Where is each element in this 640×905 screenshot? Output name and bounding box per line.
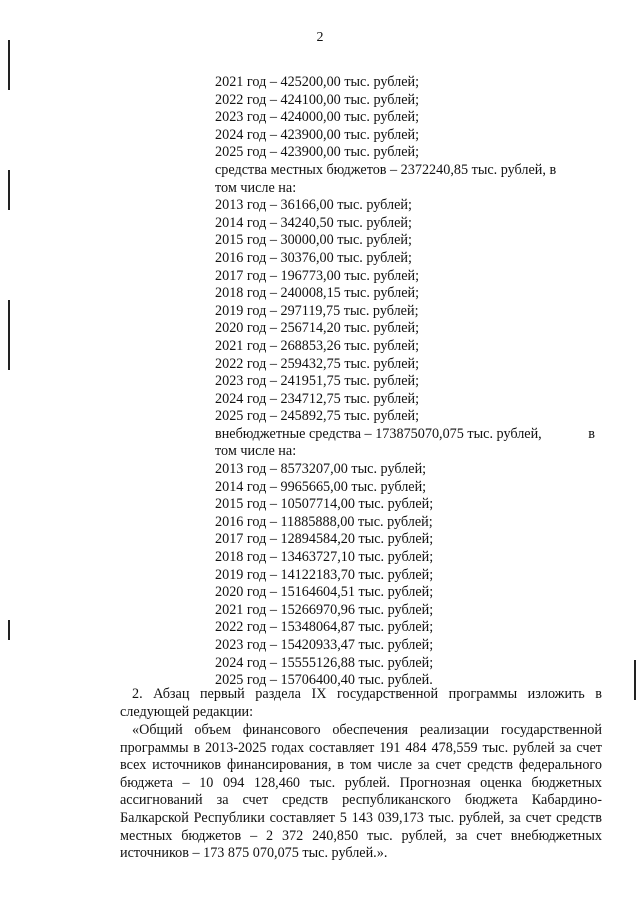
scan-margin-mark (634, 660, 636, 700)
list-item: 2025 год – 423900,00 тыс. рублей; (215, 144, 420, 161)
list-item: 2025 год – 15706400,40 тыс. рублей. (215, 672, 433, 689)
list-item: 2024 год – 15555126,88 тыс. рублей; (215, 654, 434, 671)
list-item: 2018 год – 240008,15 тыс. рублей; (215, 285, 420, 302)
funding-list (215, 74, 605, 690)
list-item: 2025 год – 245892,75 тыс. рублей; (215, 408, 420, 425)
list-item: средства местных бюджетов – 2372240,85 тыс. рублей, в (215, 161, 557, 178)
scan-margin-mark (8, 620, 10, 640)
list-item: 2022 год – 259432,75 тыс. рублей; (215, 355, 420, 372)
list-item: 2024 год – 234712,75 тыс. рублей; (215, 390, 420, 407)
list-item: 2014 год – 9965665,00 тыс. рублей; (215, 478, 427, 495)
list-item: 2023 год – 15420933,47 тыс. рублей; (215, 637, 434, 653)
scan-margin-mark (8, 170, 10, 210)
paragraph-text: 2. Абзац первый раздела IX государственной программы изложить в следующей редакции: (120, 686, 602, 720)
list-item: 2015 год – 30000,00 тыс. рублей; (215, 232, 412, 249)
page-number: 2 (316, 30, 324, 45)
list-item: 2024 год – 423900,00 тыс. рублей; (215, 126, 420, 143)
list-item: 2021 год – 425200,00 тыс. рублей; (215, 74, 420, 90)
list-item: 2015 год – 10507714,00 тыс. рублей; (215, 496, 434, 513)
paragraph-quote (120, 722, 602, 863)
scan-margin-mark (8, 40, 10, 90)
list-item: 2021 год – 268853,26 тыс. рублей; (215, 337, 420, 354)
list-item: том числе на: (215, 443, 297, 460)
list-item: 2019 год – 14122183,70 тыс. рублей; (215, 566, 434, 583)
list-item: 2019 год – 297119,75 тыс. рублей; (215, 302, 419, 319)
list-item: 2013 год – 36166,00 тыс. рублей; (215, 197, 412, 214)
list-item: 2017 год – 12894584,20 тыс. рублей; (215, 531, 434, 548)
list-item (215, 426, 595, 444)
list-item: том числе на: (215, 179, 297, 196)
list-item: 2022 год – 15348064,87 тыс. рублей; (215, 619, 434, 636)
list-item: 2023 год – 424000,00 тыс. рублей; (215, 109, 420, 126)
list-item: 2014 год – 34240,50 тыс. рублей; (215, 214, 412, 231)
list-item: 2023 год – 241951,75 тыс. рублей; (215, 373, 420, 390)
list-item: 2020 год – 256714,20 тыс. рублей; (215, 320, 420, 337)
paragraph-amendment (120, 686, 602, 721)
list-item: 2017 год – 196773,00 тыс. рублей; (215, 267, 420, 284)
list-item: 2016 год – 11885888,00 тыс. рублей; (215, 513, 433, 530)
list-item: 2018 год – 13463727,10 тыс. рублей; (215, 549, 434, 566)
list-item: 2020 год – 15164604,51 тыс. рублей; (215, 584, 434, 601)
extrabudget-heading-tail: в (588, 425, 595, 442)
list-item: 2013 год – 8573207,00 тыс. рублей; (215, 461, 427, 478)
list-item: 2016 год – 30376,00 тыс. рублей; (215, 249, 412, 266)
paragraph-text: «Общий объем финансового обеспечения реализации государственной программы в 2013-2025 годах составляет 191 484 478,559 тыс. рублей за счет всех источников финансирования, в том числе за счет средств федерального бюджета – 10 094 128,460 тыс. рублей. Прогнозная оценка бюджетных ассигнований за счет средств республиканского бюджета Кабардино-Балкарской Республики составляет 5 143 039,173 тыс. рублей, за счет средств местных бюджетов – 2 372 240,850 тыс. рублей, за счет внебюджетных источников – 173 875 070,075 тыс. рублей.». (120, 722, 602, 862)
list-item: 2021 год – 15266970,96 тыс. рублей; (215, 601, 434, 618)
list-item: 2022 год – 424100,00 тыс. рублей; (215, 91, 420, 108)
scan-margin-mark (8, 300, 10, 370)
extrabudget-heading: внебюджетные средства – 173875070,075 тыс. рублей, (215, 425, 542, 442)
